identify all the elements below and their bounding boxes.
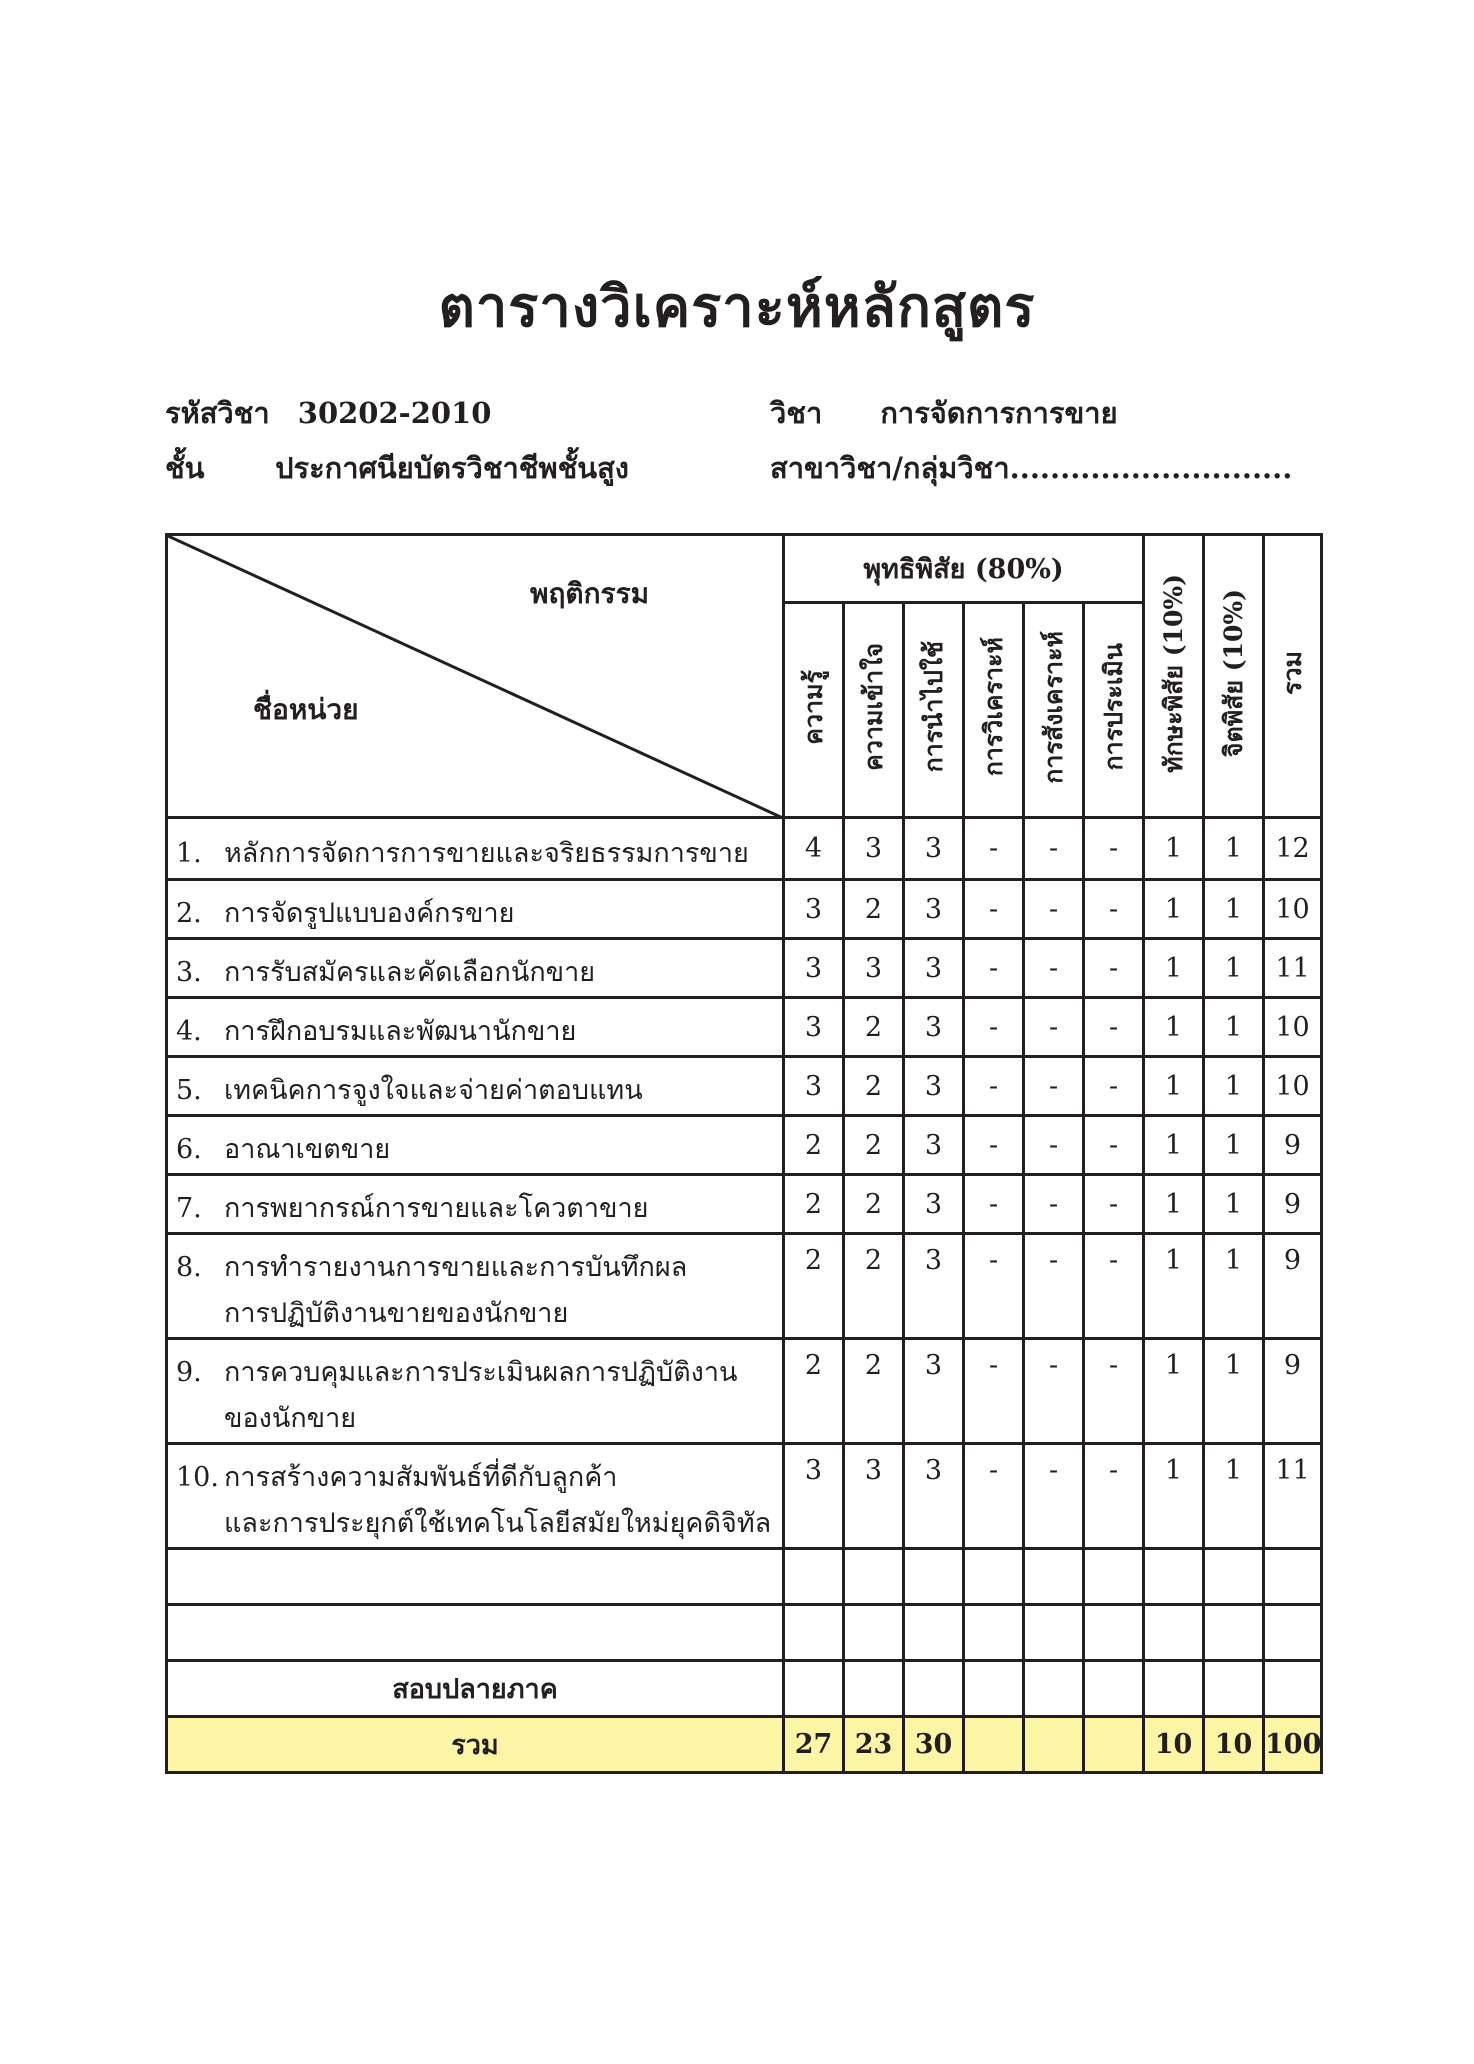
- score-cell: 4: [784, 818, 844, 880]
- empty-cell: [1084, 1661, 1144, 1717]
- unit-number: 1.: [176, 837, 202, 869]
- unit-cell: [167, 1175, 784, 1234]
- empty-cell: [1144, 1549, 1204, 1605]
- score-cell: 3: [904, 1444, 964, 1549]
- empty-cell: [1264, 1661, 1322, 1717]
- column-header: การวิเคราะห์: [964, 603, 1024, 818]
- course-code-line: [165, 390, 491, 436]
- unit-number: 10.: [176, 1462, 219, 1493]
- score-cell: 3: [844, 1444, 904, 1549]
- score-cell: 1: [1204, 1116, 1264, 1175]
- score-cell: 3: [784, 1057, 844, 1116]
- final-exam-row: [167, 1661, 1322, 1717]
- unit-name: ของนักขาย: [224, 1403, 357, 1434]
- unit-cell: [167, 1444, 784, 1549]
- score-cell: 10: [1264, 880, 1322, 939]
- score-cell: 2: [844, 1339, 904, 1444]
- score-cell: -: [1024, 1175, 1084, 1234]
- score-cell: -: [1084, 939, 1144, 998]
- score-cell: 2: [844, 1116, 904, 1175]
- score-cell: 3: [904, 1339, 964, 1444]
- score-cell: -: [1084, 880, 1144, 939]
- score-cell: -: [964, 1444, 1024, 1549]
- empty-cell: [1144, 1661, 1204, 1717]
- score-cell: 1: [1144, 1175, 1204, 1234]
- table-row: [167, 1444, 1322, 1549]
- score-cell: 3: [904, 880, 964, 939]
- score-cell: -: [1024, 1234, 1084, 1339]
- score-cell: 2: [844, 880, 904, 939]
- unit-number: 5.: [176, 1075, 202, 1106]
- empty-cell: [1084, 1549, 1144, 1605]
- unit-cell: [167, 1057, 784, 1116]
- table-row: [167, 880, 1322, 939]
- score-cell: 2: [844, 1175, 904, 1234]
- score-cell: 1: [1144, 998, 1204, 1057]
- score-cell: 9: [1264, 1116, 1322, 1175]
- score-cell: -: [1084, 1339, 1144, 1444]
- score-cell: 11: [1264, 1444, 1322, 1549]
- table-row: [167, 1057, 1322, 1116]
- empty-cell: [904, 1661, 964, 1717]
- score-cell: 3: [904, 1175, 964, 1234]
- unit-name: การรับสมัครและคัดเลือกนักขาย: [224, 957, 596, 988]
- unit-name: การสร้างความสัมพันธ์ที่ดีกับลูกค้า: [224, 1462, 618, 1493]
- score-cell: -: [1024, 998, 1084, 1057]
- level-line: [165, 445, 629, 491]
- score-cell: -: [1084, 818, 1144, 880]
- table-row: [167, 818, 1322, 880]
- score-cell: 3: [844, 939, 904, 998]
- column-header: การประเมิน: [1084, 603, 1144, 818]
- total-cell: 30: [904, 1717, 964, 1773]
- column-header: รวม: [1264, 535, 1322, 818]
- unit-number: 8.: [176, 1252, 202, 1283]
- behavior-header: พฤติกรรม: [530, 577, 650, 610]
- score-cell: 3: [784, 880, 844, 939]
- score-cell: 1: [1144, 1234, 1204, 1339]
- unit-name: เทคนิคการจูงใจและจ่ายค่าตอบแทน: [224, 1075, 643, 1106]
- score-cell: -: [1024, 939, 1084, 998]
- empty-cell: [1264, 1549, 1322, 1605]
- score-cell: 10: [1264, 998, 1322, 1057]
- cognitive-domain-header: พุทธิพิสัย (80%): [784, 535, 1144, 603]
- score-cell: -: [964, 1116, 1024, 1175]
- total-cell: 100: [1264, 1717, 1322, 1773]
- empty-cell: [167, 1549, 784, 1605]
- empty-cell: [784, 1661, 844, 1717]
- unit-cell: [167, 818, 784, 880]
- unit-name: การปฏิบัติงานขายของนักขาย: [224, 1298, 569, 1329]
- score-cell: 3: [904, 818, 964, 880]
- score-cell: 9: [1264, 1175, 1322, 1234]
- score-cell: 1: [1144, 1444, 1204, 1549]
- empty-cell: [167, 1605, 784, 1661]
- empty-cell: [1204, 1661, 1264, 1717]
- score-cell: -: [1084, 998, 1144, 1057]
- score-cell: -: [964, 939, 1024, 998]
- score-cell: 2: [784, 1339, 844, 1444]
- column-header: ความเข้าใจ: [844, 603, 904, 818]
- score-cell: 3: [904, 939, 964, 998]
- table-row: [167, 1116, 1322, 1175]
- unit-name: อาณาเขตขาย: [224, 1134, 391, 1165]
- score-cell: 1: [1204, 1057, 1264, 1116]
- score-cell: 1: [1144, 1339, 1204, 1444]
- empty-cell: [904, 1549, 964, 1605]
- score-cell: -: [1024, 818, 1084, 880]
- score-cell: 2: [844, 1234, 904, 1339]
- unit-cell: [167, 1339, 784, 1444]
- score-cell: 3: [904, 1116, 964, 1175]
- empty-cell: [1024, 1661, 1084, 1717]
- score-cell: -: [1084, 1116, 1144, 1175]
- unit-number: 2.: [176, 898, 202, 929]
- unit-name: การจัดรูปแบบองค์กรขาย: [224, 898, 515, 929]
- score-cell: -: [1024, 1057, 1084, 1116]
- unit-name: และการประยุกต์ใช้เทคโนโลยีสมัยใหม่ยุคดิจิทัล: [224, 1508, 772, 1539]
- score-cell: 2: [784, 1175, 844, 1234]
- total-cell: [1084, 1717, 1144, 1773]
- page-title: ตารางวิเคราะห์หลักสูตร: [438, 274, 1036, 340]
- empty-cell: [964, 1661, 1024, 1717]
- table-row: [167, 998, 1322, 1057]
- score-cell: -: [1024, 1116, 1084, 1175]
- curriculum-table: [165, 533, 1323, 1774]
- total-row: [167, 1717, 1322, 1773]
- score-cell: -: [964, 1234, 1024, 1339]
- score-cell: 1: [1204, 1175, 1264, 1234]
- empty-cell: [1204, 1549, 1264, 1605]
- column-header: ทักษะพิสัย (10%): [1144, 535, 1204, 818]
- level-name: ประกาศนียบัตรวิชาชีพชั้นสูง: [275, 451, 629, 485]
- unit-name: หลักการจัดการการขายและจริยธรรมการขาย: [224, 837, 749, 869]
- score-cell: -: [1084, 1234, 1144, 1339]
- course-code: 30202-2010: [297, 396, 492, 430]
- unit-cell: [167, 939, 784, 998]
- score-cell: 3: [784, 939, 844, 998]
- unit-number: 4.: [176, 1016, 202, 1047]
- empty-cell: [844, 1549, 904, 1605]
- score-cell: 1: [1144, 1116, 1204, 1175]
- unit-cell: [167, 880, 784, 939]
- empty-row: [167, 1605, 1322, 1661]
- score-cell: -: [1024, 1444, 1084, 1549]
- total-cell: 27: [784, 1717, 844, 1773]
- score-cell: 1: [1144, 1057, 1204, 1116]
- table-row: [167, 1175, 1322, 1234]
- score-cell: 1: [1204, 939, 1264, 998]
- score-cell: 1: [1144, 939, 1204, 998]
- score-cell: 9: [1264, 1234, 1322, 1339]
- column-header: จิตพิสัย (10%): [1204, 535, 1264, 818]
- score-cell: 1: [1204, 1444, 1264, 1549]
- table-row: [167, 1234, 1322, 1339]
- unit-cell: [167, 1234, 784, 1339]
- empty-cell: [1084, 1605, 1144, 1661]
- total-cell: [964, 1717, 1024, 1773]
- score-cell: -: [964, 818, 1024, 880]
- column-header: การนำไปใช้: [904, 603, 964, 818]
- score-cell: -: [964, 880, 1024, 939]
- total-cell: [1024, 1717, 1084, 1773]
- branch-line: สาขาวิชา/กลุ่มวิชา............................: [770, 451, 1293, 485]
- score-cell: 3: [784, 998, 844, 1057]
- score-cell: 2: [844, 998, 904, 1057]
- score-cell: 1: [1204, 1234, 1264, 1339]
- table-row: [167, 1339, 1322, 1444]
- empty-cell: [1024, 1549, 1084, 1605]
- score-cell: -: [964, 1175, 1024, 1234]
- subject-name: การจัดการการขาย: [880, 396, 1118, 430]
- score-cell: 1: [1204, 880, 1264, 939]
- unit-name: การควบคุมและการประเมินผลการปฏิบัติงาน: [224, 1357, 738, 1388]
- score-cell: 12: [1264, 818, 1322, 880]
- unit-cell: [167, 998, 784, 1057]
- score-cell: 9: [1264, 1339, 1322, 1444]
- score-cell: 2: [784, 1234, 844, 1339]
- score-cell: 2: [784, 1116, 844, 1175]
- total-cell: 10: [1204, 1717, 1264, 1773]
- total-label: รวม: [167, 1717, 784, 1773]
- score-cell: 1: [1204, 1339, 1264, 1444]
- unit-name: การพยากรณ์การขายและโควตาขาย: [224, 1193, 649, 1224]
- empty-row: [167, 1549, 1322, 1605]
- unit-number: 9.: [176, 1357, 202, 1388]
- score-cell: 3: [904, 1234, 964, 1339]
- score-cell: 3: [844, 818, 904, 880]
- score-cell: -: [964, 1339, 1024, 1444]
- score-cell: 1: [1204, 818, 1264, 880]
- header-corner-cell: [167, 535, 784, 818]
- unit-number: 6.: [176, 1134, 202, 1165]
- empty-cell: [1024, 1605, 1084, 1661]
- final-exam-label: สอบปลายภาค: [167, 1661, 784, 1717]
- total-cell: 23: [844, 1717, 904, 1773]
- score-cell: -: [964, 998, 1024, 1057]
- score-cell: -: [1024, 880, 1084, 939]
- subject-line: [770, 390, 1118, 436]
- empty-cell: [844, 1661, 904, 1717]
- score-cell: 2: [844, 1057, 904, 1116]
- table-row: [167, 939, 1322, 998]
- total-cell: 10: [1144, 1717, 1204, 1773]
- unit-number: 3.: [176, 957, 202, 988]
- empty-cell: [844, 1605, 904, 1661]
- score-cell: 3: [904, 1057, 964, 1116]
- score-cell: 11: [1264, 939, 1322, 998]
- empty-cell: [964, 1549, 1024, 1605]
- score-cell: 1: [1144, 880, 1204, 939]
- score-cell: 1: [1144, 818, 1204, 880]
- empty-cell: [1264, 1605, 1322, 1661]
- score-cell: 10: [1264, 1057, 1322, 1116]
- score-cell: 1: [1204, 998, 1264, 1057]
- unit-name-header: ชื่อหน่วย: [253, 693, 359, 726]
- empty-cell: [784, 1605, 844, 1661]
- empty-cell: [904, 1605, 964, 1661]
- score-cell: 3: [784, 1444, 844, 1549]
- empty-cell: [1204, 1605, 1264, 1661]
- score-cell: -: [964, 1057, 1024, 1116]
- unit-name: การฝึกอบรมและพัฒนานักขาย: [224, 1016, 577, 1047]
- column-header: ความรู้: [784, 603, 844, 818]
- column-header: การสังเคราะห์: [1024, 603, 1084, 818]
- diagonal-line: [168, 536, 785, 819]
- course-code-label: รหัสวิชา: [165, 396, 270, 430]
- level-label: ชั้น: [165, 451, 205, 485]
- subject-label: วิชา: [770, 396, 823, 430]
- unit-cell: [167, 1116, 784, 1175]
- score-cell: -: [1084, 1444, 1144, 1549]
- empty-cell: [784, 1549, 844, 1605]
- score-cell: 3: [904, 998, 964, 1057]
- empty-cell: [1144, 1605, 1204, 1661]
- score-cell: -: [1084, 1175, 1144, 1234]
- empty-cell: [964, 1605, 1024, 1661]
- unit-name: การทำรายงานการขายและการบันทึกผล: [224, 1252, 688, 1283]
- unit-number: 7.: [176, 1193, 202, 1224]
- score-cell: -: [1024, 1339, 1084, 1444]
- score-cell: -: [1084, 1057, 1144, 1116]
